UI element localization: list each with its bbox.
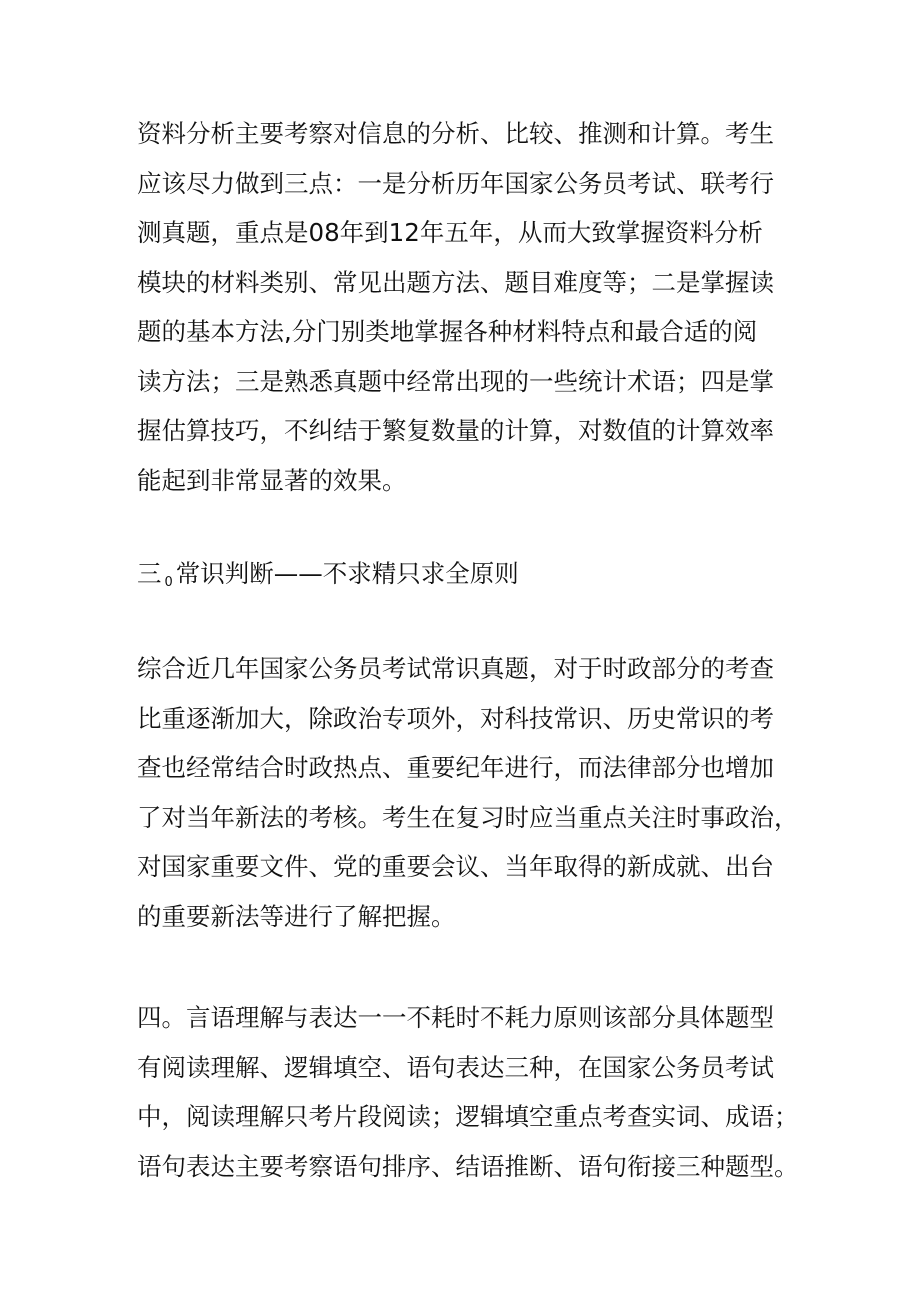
section-heading [137, 549, 797, 599]
section-number: 三 [137, 559, 162, 588]
section-title: 常识判断——不求精只求全原则 [175, 559, 519, 588]
paragraph-data-analysis [137, 109, 797, 505]
text-line: 测真题，重点是08年到12年五年，从而大致掌握资料分析 [137, 218, 763, 247]
paragraph-verbal-comprehension [137, 993, 797, 1191]
text-line: 题的基本方法,分门别类地掌握各种材料特点和最合适的阅 [137, 317, 758, 346]
text-line: 对国家重要文件、党的重要会议、当年取得的新成就、出台 [137, 852, 774, 881]
paragraph-common-sense [137, 644, 797, 941]
text-line: 比重逐渐加大，除政治专项外，对科技常识、历史常识的考 [137, 703, 774, 733]
text-line: 资料分析主要考察对信息的分析、比较、推测和计算。考生 [137, 119, 774, 148]
text-line: 综合近几年国家公务员考试常识真题，对于时政部分的考查 [137, 654, 774, 683]
section-heading-common-sense [137, 549, 797, 599]
text-line: 有阅读理解、逻辑填空、语句表达三种，在国家公务员考试 [137, 1052, 774, 1082]
text-line: 应该尽力做到三点：一是分析历年国家公务员考试、联考行 [137, 168, 774, 198]
text-line: 语句表达主要考察语句排序、结语推断、语句衔接三种题型。 [137, 1151, 799, 1181]
text-line: 查也经常结合时政热点、重要纪年进行，而法律部分也增加 [137, 753, 774, 782]
text-line: 模块的材料类别、常见出题方法、题目难度等；二是掌握读 [137, 267, 774, 297]
text-line: 了对当年新法的考核。考生在复习时应当重点关注时事政治， [137, 802, 799, 832]
text-line: 的重要新法等进行了解把握。 [137, 901, 456, 931]
text-line: 读方法；三是熟悉真题中经常出现的一些统计术语；四是掌 [137, 366, 774, 396]
text-line: 握估算技巧，不纠结于繁复数量的计算，对数值的计算效率 [137, 416, 774, 445]
text-line: 中，阅读理解只考片段阅读；逻辑填空重点考查实词、成语； [137, 1102, 799, 1131]
text-line: 四。言语理解与表达一一不耗时不耗力原则该部分具体题型 [137, 1003, 774, 1032]
section-mark: 0 [164, 575, 173, 590]
text-line: 能起到非常显著的效果。 [137, 465, 407, 495]
